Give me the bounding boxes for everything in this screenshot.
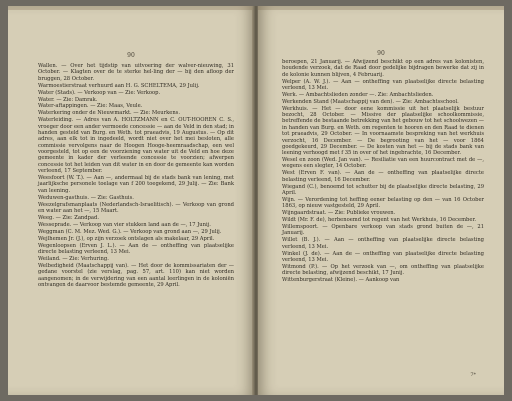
index-entry: Wallen. — Over het tijdstip van uitvoering der walver-nieuwing, 31 October. — Klagten over de te sterke hel-ling der — bij den afloop der bruggen, 28 October. [38, 63, 234, 82]
index-entry: Werk. — Ambachtslieden zonder —. Zie: Ambachtslieden. [282, 91, 434, 98]
index-entry: Wejlhemen Jr. (J.), op zijn verzoek ontslagen als makelaar, 29 April. [38, 235, 215, 242]
index-entry: Werkhuis. — Het — door eene kommissie uit het plaatselijk bestuur bezocht, 28 October. — Missive der plaatselijke schoolkommissie, betreffende de bestaande betrekking van het gebouw tot het schoolwezen — in handen van Burg. en Weth. om regenten te hooren en den Raad te dienen tot praeadvis, 29 October. — In voornaamste bespreking van het werkhuis verzocht, 16 December. — De begrooting van het — voor 1864 goedgekeurd, 29 December. — De kosten van het — bij de stads bank van leening verhoogd met f 35 in over of het ingebrachte, 16 December. [282, 105, 484, 157]
index-column-left [38, 63, 234, 289]
page-edge [8, 6, 254, 10]
index-entry: Weggman (C. M. Mez. Wed. G.). — Verkoop van grond aan —, 29 Julij. [38, 228, 222, 235]
index-entry: Weezelgrafsmanplaats (Nederlandsch-Israelitisch). — Verkoop van grond en water aan het —, 15 Maart. [38, 201, 234, 214]
index-entry: Witmond (P.). — Op het verzoek van —, om ontheffing van plaatselijke directe belasting, afwijzend beschikt, 17 Junij. [282, 263, 484, 277]
index-entry: Wiegand (C.), benoemd tot schutter bij de plaatselijke directe belasting, 29 April. [282, 183, 484, 197]
index-entry: Wesseprade. — Verkoop van vier stukken land aan de —, 17 Junij. [38, 221, 211, 228]
index-entry: Waterleiding. — Adres van A. HOLTZMANN en C. OUT-HOOREN C. S., vroeger door een ander vermoede concessie — aan de Veld in den stad; in handen gesteld van Burg. en Weth. tot praeadvis, 19 Augustus. — Op dit adres, aan elk tot in ingedeeld, wordt niet over het mei besloten, alle commissie vervolgens naar de Hoogen Hooge-heemraadschap, een wel voorgesteld, tot op een de voorziening van water uit de Veld en hoe deze gemeente in kader der verleende concessie te voorzien; afwerpen concessie tot het leiden van dit water in en door de gemeente kan worden verleend, 17 September. [38, 117, 234, 175]
index-entry: Water (Stads). — Verkoop van — Zie: Verkoop. [38, 89, 161, 96]
index-entry: Water. — Zie: Damrak. [38, 96, 98, 103]
index-entry: West (Erven F. van). — Aan de — ontheffing van plaatselijke directe belasting verleend, 16 December. [282, 170, 484, 183]
index-entry: Weduwen-gasthuis. — Zie: Gasthuis. [38, 194, 134, 201]
index-entry: Willet (B. J.). — Aan — ontheffing van plaatselijke directe belasting verleend, 13 Mei. [282, 237, 484, 250]
index-column-right [282, 59, 484, 284]
index-entry: Weeg. — Zie: Zandpad. [38, 214, 99, 221]
right-page [258, 6, 504, 395]
index-entry: Weiland. — Zie: Verhuring. [38, 255, 109, 262]
index-entry: Welbedigheid (Maatschappij van). — Het door de kommissariaten der — gedane voorstel (zie verslag, pag. 57, art. 110) kan niet worden aangenomen; in de verwijdering van een aantal leerlingen in de koloniën ontvangen de daarvoor bestemde gemeente, 29 April. [38, 262, 234, 288]
index-entry: Welper (A. W. J.). — Aan — ontheffing van plaatselijke directe belasting verleend, 13 Mei. [282, 78, 484, 91]
page-number-left: 90 [127, 52, 135, 59]
index-entry: Werkenden Stand (Maatschappij van den). — Zie: Ambachtsschool. [282, 98, 459, 105]
index-entry: Wijn. — Verordening tot heffing eener belasting op den — van 16 October 1863, op nieuw vastgesteld, 29 April. [282, 196, 484, 210]
page-number-right: 90 [377, 50, 385, 57]
index-entry: Warmoestierstraat verhuurd aan H. G. SCHELTEMA, 29 Julij. [38, 82, 200, 89]
index-entry: Wittenburgerstraat (Kleine). — Aankoop van [282, 277, 400, 284]
index-entry: Water-aftappingen. — Zie: Maas, Veule. [38, 103, 143, 110]
index-entry: Wesel en zoon (Wed. Jan van). — Resiliatie van een huurcontract met de —, wegens een slegter, 14 October. [282, 157, 484, 170]
index-entry: Wijngaardstraat. — Zie: Publieke vrouwen. [282, 210, 396, 217]
index-entry: Wildt (Mr. F. de), herbenoemd tot regent van het Werkhuis, 16 December. [282, 217, 476, 224]
index-entry: Willemspoort. — Openbare verkoop van stads grond buiten de —, 21 Januarij. [282, 224, 484, 237]
left-page [8, 6, 254, 395]
index-entry: Wegenloopsen (Erven J. L.). — Aan de — ontheffing van plaatselijke directe belasting verleend, 13 Mei. [38, 242, 234, 255]
index-entry: Weesfoort (W. T.). — Aan —, andermaal bij de stads bank van lening, met jaarlijksche personele toelage van f 200 toegekend, 29 Julij. — Zie: Bank van leening. [38, 175, 234, 194]
page-edge [258, 6, 504, 10]
index-entry: Waterkering onder de Nieuwmarkt. — Zie: Meurkens. [38, 110, 180, 117]
signature-mark: 7* [470, 372, 476, 378]
index-entry: beroepen, 21 Januarij. — Afwijzend beschikt op een adres van kolonisten, houdende verzoek, dat de Raad door gedelijke bijdragen bewerke dat zij in de kolonie kunnen blijven, 4 Februarij. [282, 59, 484, 78]
index-entry: Winkel (J. de). — Aan de — ontheffing van plaatselijke directe belasting verleend, 13 Mei. [282, 250, 484, 264]
